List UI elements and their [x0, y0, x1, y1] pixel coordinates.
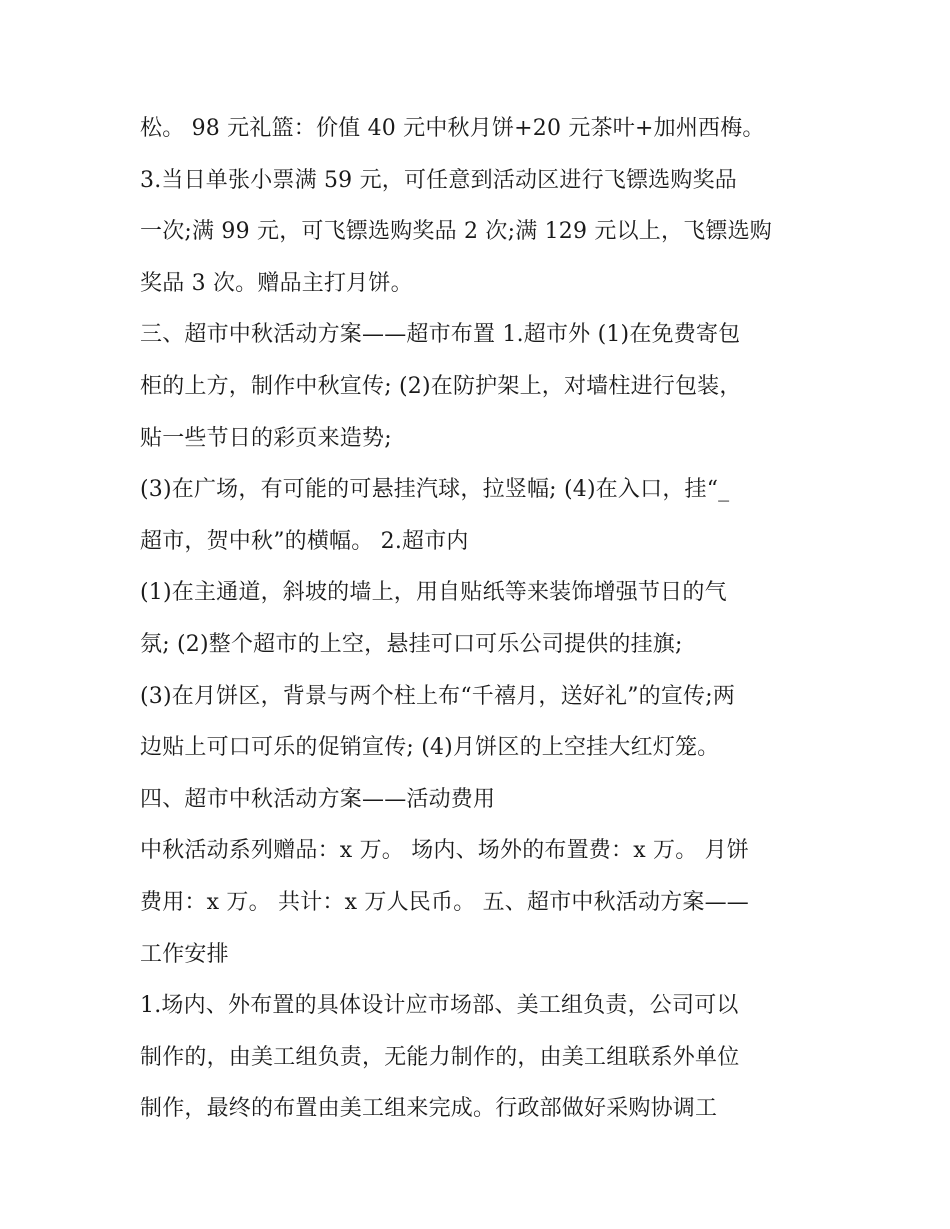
- text-line: 制作的，由美工组负责，无能力制作的，由美工组联系外单位: [140, 1044, 740, 1070]
- text-line: (3)在广场，有可能的可悬挂汽球，拉竖幅; (4)在入口，挂“_: [140, 477, 730, 503]
- text-line: 3.当日单张小票满 59 元，可任意到活动区进行飞镖选购奖品: [140, 167, 737, 193]
- text-line: 1.场内、外布置的具体设计应市场部、美工组负责，公司可以: [140, 993, 739, 1019]
- text-line: 柜的上方，制作中秋宣传; (2)在防护架上，对墙柱进行包装，: [140, 373, 742, 399]
- text-line: 制作，最终的布置由美工组来完成。行政部做好采购协调工: [140, 1096, 718, 1122]
- text-line: 四、超市中秋活动方案——活动费用: [140, 786, 496, 812]
- text-line: 奖品 3 次。赠品主打月饼。: [140, 270, 413, 296]
- text-line: 贴一些节日的彩页来造势;: [140, 425, 392, 451]
- text-line: 松。 98 元礼篮：价值 40 元中秋月饼+20 元茶叶+加州西梅。: [140, 116, 765, 141]
- text-line: 一次;满 99 元，可飞镖选购奖品 2 次;满 129 元以上，飞镖选购: [140, 219, 772, 245]
- text-line: (3)在月饼区，背景与两个柱上布“千禧月，送好礼”的宣传;两: [140, 683, 736, 709]
- text-line: 三、超市中秋活动方案——超市布置 1.超市外 (1)在免费寄包: [140, 322, 741, 348]
- text-line: (1)在主通道，斜坡的墙上，用自贴纸等来装饰增强节日的气: [140, 580, 727, 606]
- text-line: 超市，贺中秋”的横幅。 2.超市内: [140, 528, 469, 554]
- text-line: 边贴上可口可乐的促销宣传; (4)月饼区的上空挂大红灯笼。: [140, 735, 720, 761]
- text-line: 中秋活动系列赠品：x 万。 场内、场外的布置费：x 万。 月饼: [140, 838, 749, 864]
- text-line: 工作安排: [140, 941, 229, 967]
- text-line: 氛; (2)整个超市的上空，悬挂可口可乐公司提供的挂旗;: [140, 631, 683, 657]
- document-body: [140, 103, 820, 1135]
- text-line: 费用：x 万。 共计：x 万人民币。 五、超市中秋活动方案——: [140, 889, 749, 915]
